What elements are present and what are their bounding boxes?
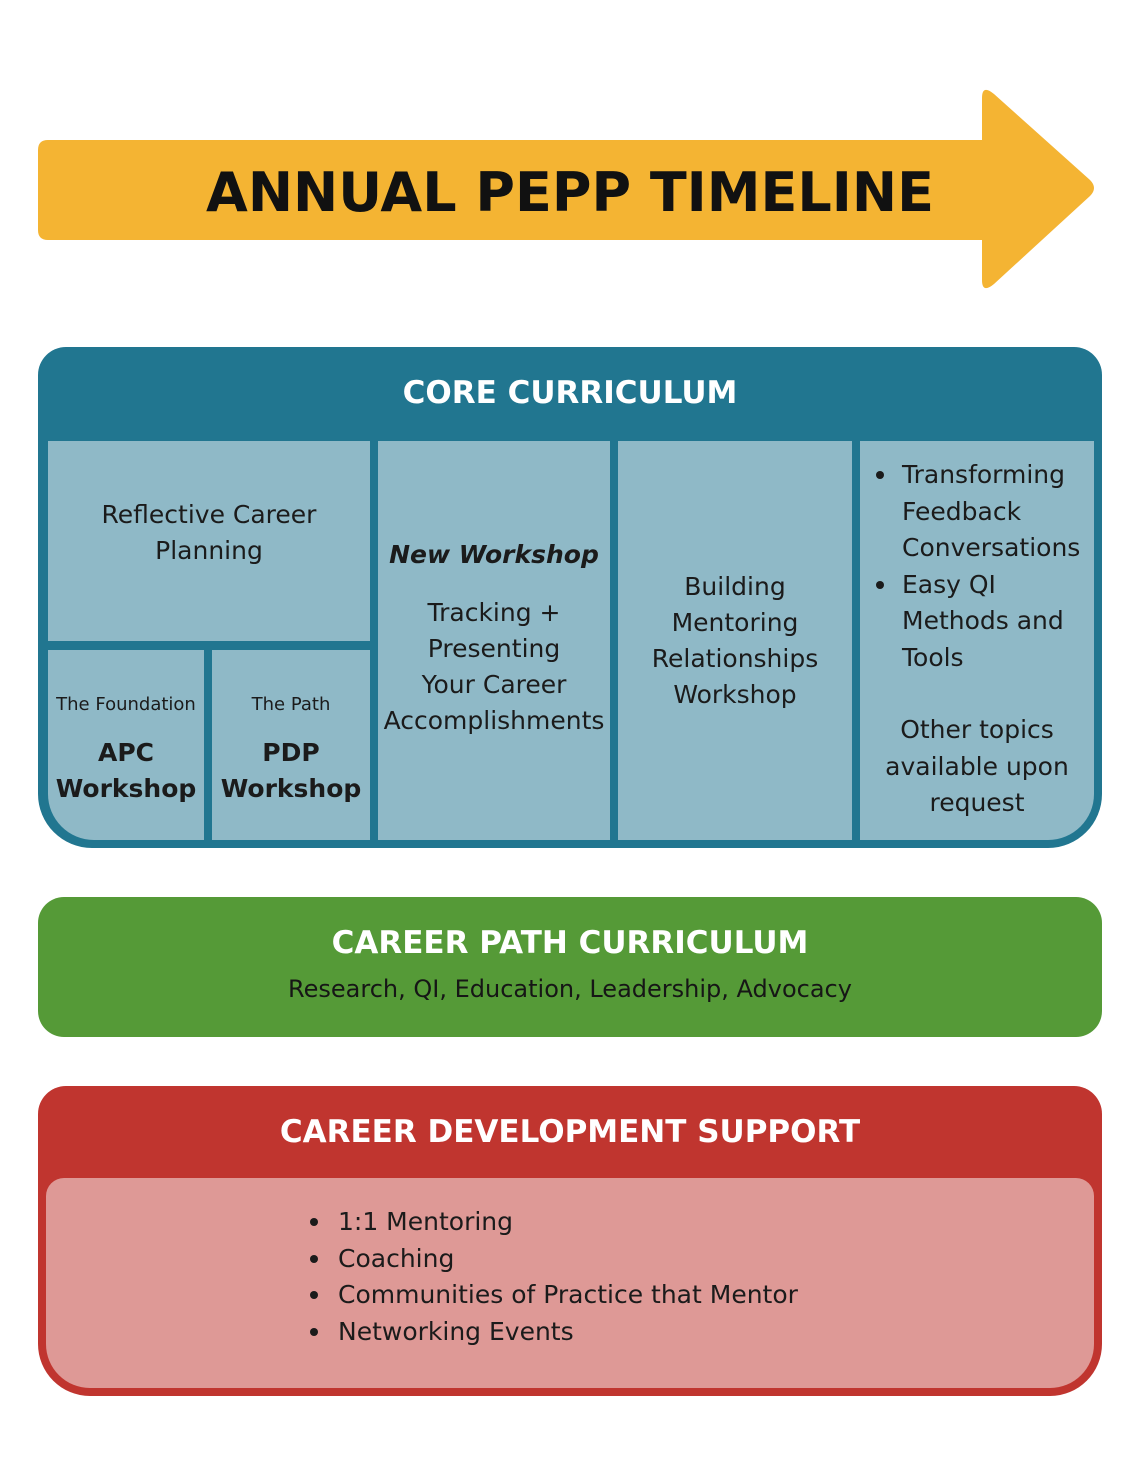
other-topics-line-3: request	[929, 788, 1025, 817]
mentoring-line-4: Workshop	[673, 679, 797, 709]
apc-workshop-label: Workshop	[55, 774, 197, 803]
other-topics-line-2: available upon	[885, 751, 1069, 781]
topic-easy-qi	[860, 567, 1094, 677]
pdp-workshop-cell	[212, 650, 370, 840]
bullet-icon	[876, 471, 884, 479]
support-item-mentoring: 1:1 Mentoring	[338, 1207, 514, 1236]
new-workshop-label: New Workshop	[389, 539, 599, 569]
topic-feedback-line-2: Feedback	[902, 496, 1022, 526]
timeline-banner	[0, 0, 1140, 300]
mentoring-line-3: Relationships	[651, 643, 819, 673]
banner-arrow-shape	[0, 0, 1140, 300]
pdp-path-label: The Path	[251, 694, 331, 715]
support-item-networking: Networking Events	[338, 1316, 574, 1346]
list-item	[304, 1314, 798, 1351]
bullet-icon	[310, 1328, 318, 1336]
mentoring-workshop-cell	[618, 441, 852, 840]
new-workshop-line-4: Accomplishments	[383, 705, 605, 735]
new-workshop-line-2: Presenting	[427, 633, 561, 663]
career-path-subtitle: Research, QI, Education, Leadership, Advocacy	[288, 975, 852, 1003]
career-development-title: CAREER DEVELOPMENT SUPPORT	[279, 1114, 861, 1150]
apc-title: APC	[97, 738, 155, 767]
reflective-line-2: Planning	[155, 536, 263, 565]
other-topics-line-1: Other topics	[900, 715, 1054, 744]
support-list	[304, 1204, 798, 1350]
apc-foundation-label: The Foundation	[56, 694, 196, 715]
support-item-coaching: Coaching	[338, 1243, 455, 1273]
page-title: ANNUAL PEPP TIMELINE	[206, 160, 934, 224]
new-workshop-line-1: Tracking +	[427, 597, 561, 627]
reflective-career-planning-cell	[48, 441, 370, 641]
new-workshop-line-3: Your Career	[421, 669, 567, 699]
mentoring-line-2: Mentoring	[671, 607, 799, 637]
career-development-body	[46, 1178, 1094, 1388]
topic-feedback-line-3: Conversations	[902, 533, 1081, 562]
bullet-icon	[310, 1255, 318, 1263]
apc-workshop-cell	[48, 650, 204, 840]
support-item-communities: Communities of Practice that Mentor	[338, 1280, 798, 1309]
topics-list	[860, 457, 1094, 676]
topic-qi-line-1: Easy QI	[902, 569, 996, 599]
bullet-icon	[310, 1291, 318, 1299]
career-path-panel	[38, 897, 1102, 1037]
mentoring-line-1: Building	[684, 571, 786, 601]
topic-qi-line-3: Tools	[902, 642, 964, 672]
topics-cell	[860, 441, 1094, 840]
list-item	[304, 1204, 798, 1241]
bullet-icon	[876, 581, 884, 589]
list-item	[304, 1241, 798, 1278]
topic-feedback	[860, 457, 1094, 567]
pdp-workshop-label: Workshop	[220, 774, 362, 803]
other-topics-note	[860, 712, 1094, 822]
list-item	[304, 1277, 798, 1314]
career-path-title: CAREER PATH CURRICULUM	[331, 925, 809, 961]
core-curriculum-title: CORE CURRICULUM	[402, 375, 738, 411]
reflective-line-1: Reflective Career	[101, 500, 317, 529]
topic-feedback-line-1: Transforming	[902, 460, 1066, 489]
topic-qi-line-2: Methods and	[902, 606, 1064, 635]
career-development-panel	[38, 1086, 1102, 1396]
bullet-icon	[310, 1218, 318, 1226]
new-workshop-cell	[378, 441, 610, 840]
pdp-title: PDP	[262, 738, 320, 767]
